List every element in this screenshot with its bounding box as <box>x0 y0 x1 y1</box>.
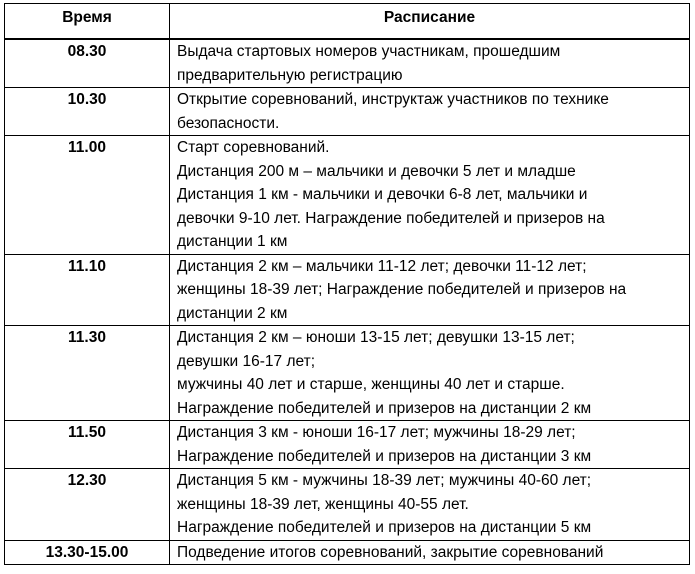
table-row <box>5 39 690 88</box>
schedule-line: Дистанция 2 км – мальчики 11-12 лет; девочки 11-12 лет; <box>177 257 587 275</box>
schedule-line: Дистанция 2 км – юноши 13-15 лет; девушки 13-15 лет; <box>177 329 575 346</box>
table-row <box>5 469 690 541</box>
header-time: Время <box>5 4 170 40</box>
time-cell: 11.30 <box>5 326 170 421</box>
schedule-line: Выдача стартовых номеров участникам, прошедшим <box>177 43 561 60</box>
table-row <box>5 421 690 469</box>
schedule-cell <box>170 254 690 326</box>
schedule-cell <box>170 39 690 88</box>
table-row <box>5 326 690 421</box>
time-cell: 11.10 <box>5 254 170 326</box>
schedule-table <box>4 3 690 565</box>
schedule-line: девушки 16-17 лет; <box>177 352 315 370</box>
time-cell: 12.30 <box>5 469 170 541</box>
table-row <box>5 254 690 326</box>
schedule-line: мужчины 40 лет и старше, женщины 40 лет и старше. <box>177 376 565 393</box>
schedule-line: женщины 18-39 лет, женщины 40-55 лет. <box>177 495 469 513</box>
schedule-line: предварительную регистрацию <box>177 66 403 84</box>
schedule-line: Награждение победителей и призеров на дистанции 5 км <box>177 519 592 536</box>
schedule-line: Награждение победителей и призеров на дистанции 3 км <box>177 447 592 465</box>
time-cell: 08.30 <box>5 39 170 88</box>
time-cell: 13.30-15.00 <box>5 540 170 565</box>
table-row <box>5 88 690 136</box>
schedule-line: безопасности. <box>177 114 280 132</box>
schedule-line: женщины 18-39 лет; Награждение победителей и призеров на <box>177 281 627 298</box>
schedule-line: Дистанция 200 м – мальчики и девочки 5 лет и младше <box>177 162 576 180</box>
time-cell: 11.00 <box>5 136 170 255</box>
schedule-line: Дистанция 3 км - юноши 16-17 лет; мужчины 18-29 лет; <box>177 424 576 441</box>
header-row <box>5 4 690 40</box>
schedule-line: Дистанция 1 км - мальчики и девочки 6-8 лет, мальчики и <box>177 186 588 203</box>
table-row <box>5 540 690 565</box>
schedule-line: Дистанция 5 км - мужчины 18-39 лет; мужчины 40-60 лет; <box>177 472 592 489</box>
header-schedule: Расписание <box>170 4 690 40</box>
time-cell: 10.30 <box>5 88 170 136</box>
schedule-line: девочки 9-10 лет. Награждение победителей и призеров на <box>177 209 605 227</box>
schedule-line: Старт соревнований. <box>177 139 330 156</box>
schedule-cell <box>170 421 690 469</box>
schedule-line: дистанции 2 км <box>177 304 288 322</box>
schedule-cell <box>170 469 690 541</box>
table-row <box>5 136 690 255</box>
time-cell: 11.50 <box>5 421 170 469</box>
schedule-cell <box>170 326 690 421</box>
schedule-line: Награждение победителей и призеров на дистанции 2 км <box>177 399 592 417</box>
schedule-line: Открытие соревнований, инструктаж участников по технике <box>177 91 609 108</box>
schedule-line: Подведение итогов соревнований, закрытие соревнований <box>177 543 604 561</box>
schedule-line: дистанции 1 км <box>177 233 288 250</box>
schedule-cell <box>170 540 690 565</box>
schedule-cell <box>170 88 690 136</box>
schedule-cell <box>170 136 690 255</box>
